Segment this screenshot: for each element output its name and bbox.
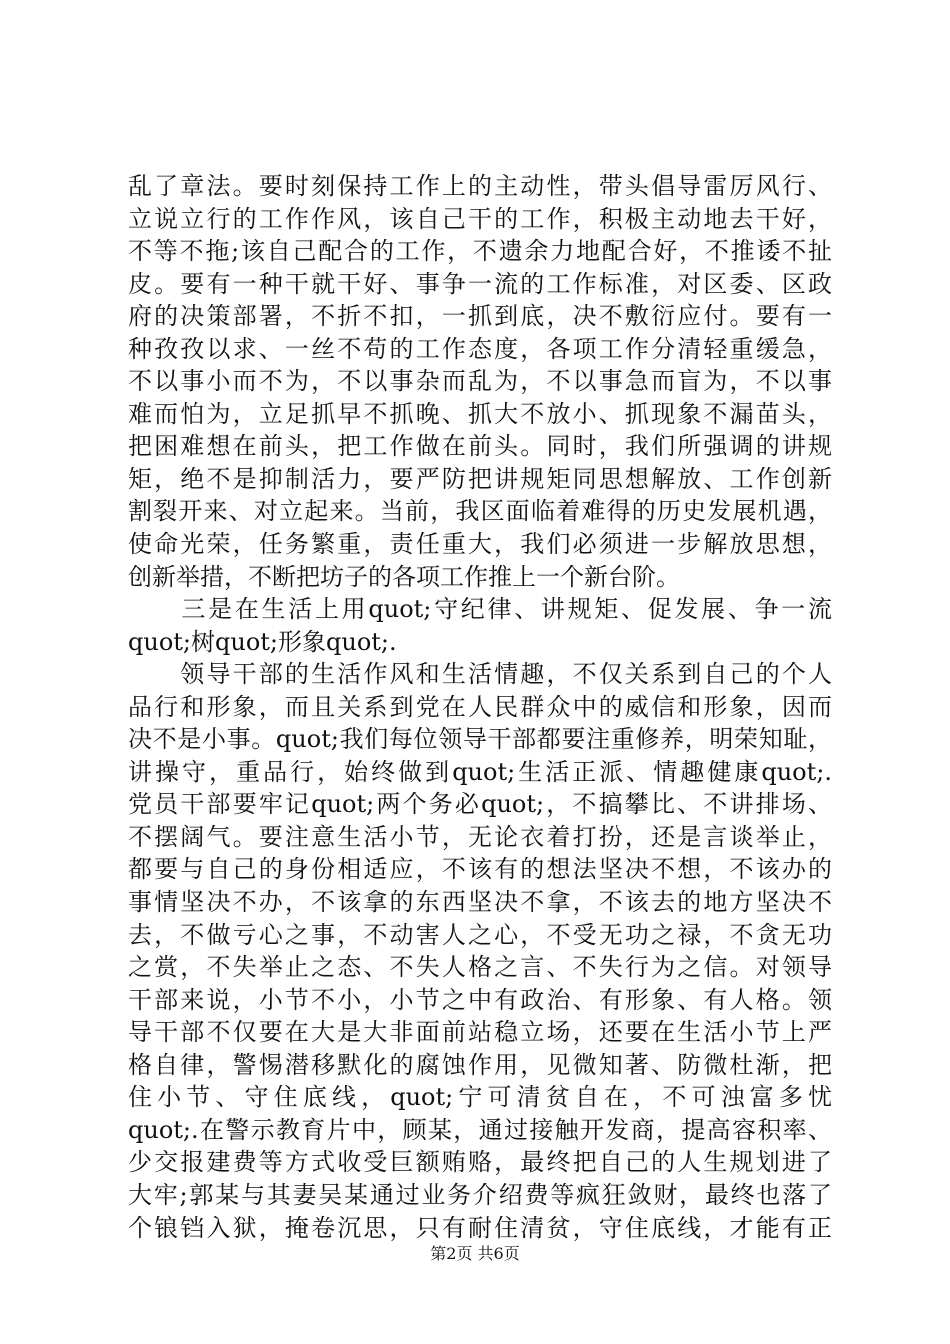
page-number-footer: 第2页 共6页 — [430, 1244, 520, 1263]
text-line: 矩，绝不是抑制活力，要严防把讲规矩同思想解放、工作创新 — [128, 464, 832, 493]
text-line: 三是在生活上用quot;守纪律、讲规矩、促发展、争一流 — [128, 595, 832, 624]
document-body — [128, 170, 832, 1244]
text-line: 品行和形象，而且关系到党在人民群众中的威信和形象，因而 — [128, 692, 832, 721]
text-line: 乱了章法。要时刻保持工作上的主动性，带头倡导雷厉风行、 — [128, 172, 832, 200]
text-line: 立说立行的工作作风，该自己干的工作，积极主动地去干好， — [128, 204, 832, 233]
text-line: 讲操守，重品行，始终做到quot;生活正派、情趣健康quot;. — [128, 757, 832, 786]
text-line: quot;树quot;形象quot;. — [128, 627, 397, 656]
text-line: 大牢;郭某与其妻吴某通过业务介绍费等疯狂敛财，最终也落了 — [128, 1180, 832, 1209]
text-line: 党员干部要牢记quot;两个务必quot;，不搞攀比、不讲排场、 — [128, 790, 832, 819]
text-line: 不摆阔气。要注意生活小节，无论衣着打扮，还是言谈举止， — [128, 822, 832, 851]
text-line: 把困难想在前头，把工作做在前头。同时，我们所强调的讲规 — [128, 432, 832, 461]
text-line: 不以事小而不为，不以事杂而乱为，不以事急而盲为，不以事 — [128, 367, 832, 396]
text-line: 领导干部的生活作风和生活情趣，不仅关系到自己的个人 — [128, 660, 832, 689]
text-line: 住小节、守住底线，quot;宁可清贫自在，不可浊富多忧 — [128, 1083, 832, 1112]
text-line: 使命光荣，任务繁重，责任重大，我们必须进一步解放思想， — [128, 530, 832, 559]
text-line: 决不是小事。quot;我们每位领导干部都要注重修养，明荣知耻， — [128, 725, 832, 754]
text-line: 去，不做亏心之事，不动害人之心，不受无功之禄，不贪无功 — [128, 920, 832, 949]
text-line: 创新举措，不断把坊子的各项工作推上一个新台阶。 — [128, 562, 680, 591]
text-line: 少交报建费等方式收受巨额贿赂，最终把自己的人生规划进了 — [128, 1148, 832, 1177]
text-line: 难而怕为，立足抓早不抓晚、抓大不放小、抓现象不漏苗头， — [128, 399, 832, 428]
text-line: 格自律，警惕潜移默化的腐蚀作用，见微知著、防微杜渐，把 — [128, 1050, 832, 1079]
text-line: 割裂开来、对立起来。当前，我区面临着难得的历史发展机遇， — [128, 497, 832, 526]
text-line: 干部来说，小节不小，小节之中有政治、有形象、有人格。领 — [128, 985, 832, 1014]
text-line: quot;.在警示教育片中，顾某，通过接触开发商，提高容积率、 — [128, 1115, 832, 1144]
text-line: 皮。要有一种干就干好、事争一流的工作标准，对区委、区政 — [128, 269, 832, 298]
text-line: 个锒铛入狱，掩卷沉思，只有耐住清贫，守住底线，才能有正 — [128, 1213, 832, 1242]
text-line: 之赏，不失举止之态、不失人格之言、不失行为之信。对领导 — [128, 953, 832, 982]
text-line: 都要与自己的身份相适应，不该有的想法坚决不想，不该办的 — [128, 855, 832, 884]
text-line: 事情坚决不办，不该拿的东西坚决不拿，不该去的地方坚决不 — [128, 888, 832, 917]
text-line: 府的决策部署，不折不扣，一抓到底，决不敷衍应付。要有一 — [128, 302, 832, 331]
text-line: 种孜孜以求、一丝不苟的工作态度，各项工作分清轻重缓急， — [128, 334, 832, 363]
text-line: 导干部不仅要在大是大非面前站稳立场，还要在生活小节上严 — [128, 1018, 832, 1047]
text-line: 不等不拖;该自己配合的工作，不遗余力地配合好，不推诿不扯 — [128, 237, 832, 266]
